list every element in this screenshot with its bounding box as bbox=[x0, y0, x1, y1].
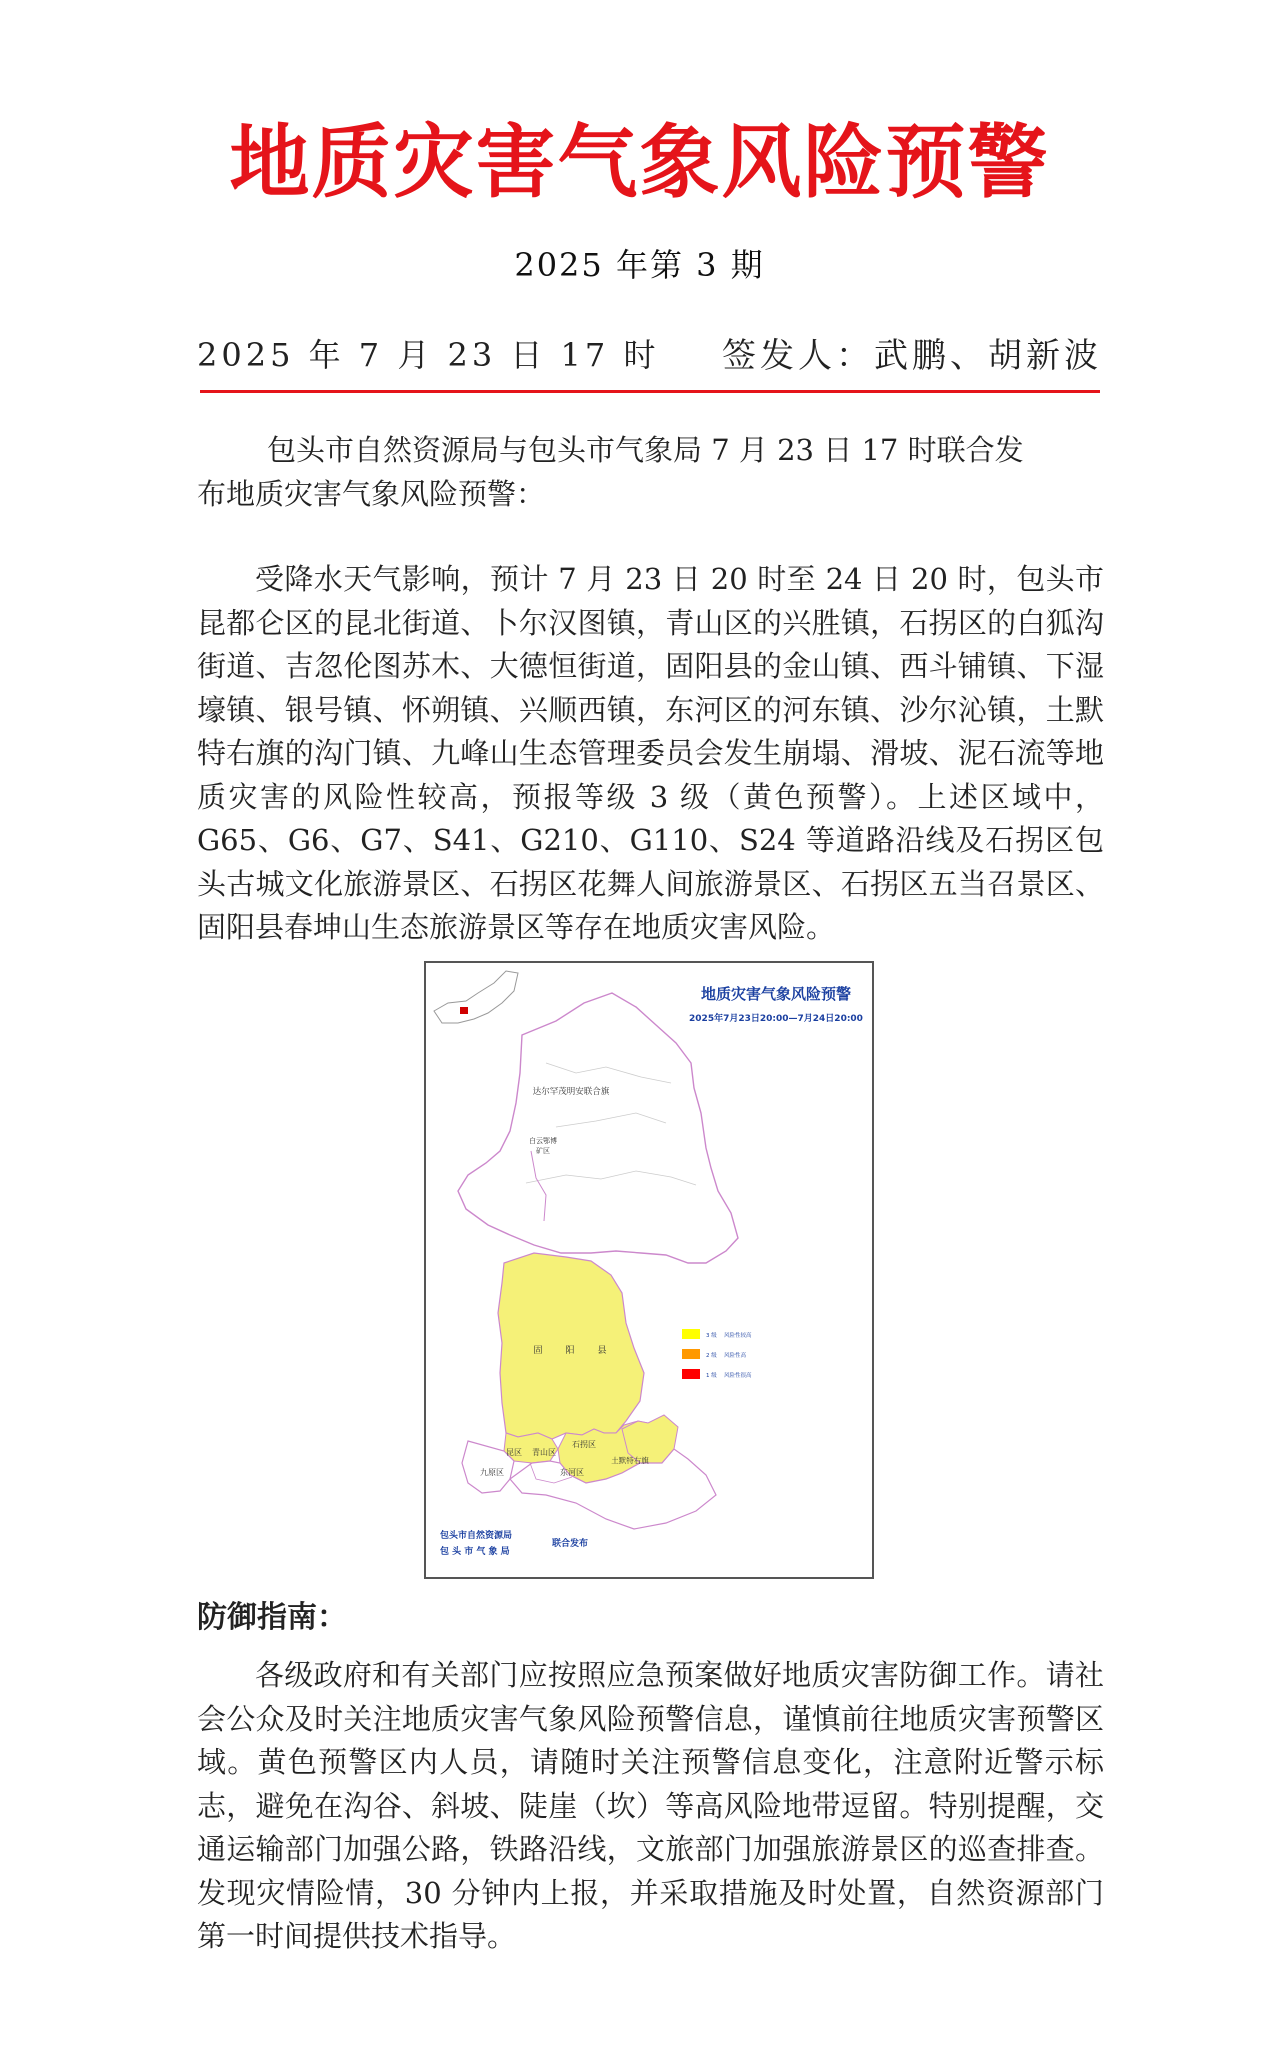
inset-location-marker bbox=[460, 1007, 468, 1014]
label-kundulun: 昆区 bbox=[506, 1448, 522, 1457]
guide-heading: 防御指南： bbox=[197, 1600, 347, 1635]
risk-map bbox=[424, 961, 874, 1579]
legend-swatch-1 bbox=[682, 1369, 700, 1379]
legend-desc-2: 风险性高 bbox=[724, 1353, 747, 1359]
label-guyang-1: 固 bbox=[533, 1346, 543, 1356]
intro-text-part1: 包头市自然资源局与包头市气象局 7 月 23 日 17 时联合发 bbox=[267, 433, 1024, 467]
guide-paragraph: 各级政府和有关部门应按照应急预案做好地质灾害防御工作。请社会公众及时关注地质灾害气象风险预警信息，谨慎前往地质灾害预警区域。黄色预警区内人员，请随时关注预警信息变化，注意附近警示标志，避免在沟谷、斜坡、陡崖（坎）等高风险地带逗留。特别提醒，交通运输部门加强公路，铁路沿线，文旅部门加强旅游景区的巡查排查。发现灾情险情，30 分钟内上报，并采取措施及时处置，自然资源部门第一时间提供技术指导。 bbox=[197, 1658, 1104, 1953]
legend-desc-3: 风险性较高 bbox=[724, 1333, 752, 1339]
label-donghe: 东河区 bbox=[560, 1468, 584, 1477]
legend-desc-1: 风险性很高 bbox=[724, 1373, 752, 1379]
issue-datetime: 2025 年 7 月 23 日 17 时 bbox=[197, 336, 660, 374]
label-tumed: 土默特右旗 bbox=[611, 1456, 649, 1465]
map-publisher-2: 包 头 市 气 象 局 bbox=[440, 1547, 510, 1557]
label-darhan: 达尔罕茂明安联合旗 bbox=[532, 1087, 610, 1097]
legend-swatch-3 bbox=[682, 1329, 700, 1339]
legend-swatch-2 bbox=[682, 1349, 700, 1359]
label-shiguai: 石拐区 bbox=[572, 1440, 596, 1449]
red-divider bbox=[200, 390, 1100, 393]
map-publisher-1: 包头市自然资源局 bbox=[440, 1531, 513, 1541]
map-publisher-suffix: 联合发布 bbox=[552, 1539, 589, 1549]
intro-text-part2: 布地质灾害气象风险预警： bbox=[197, 477, 546, 511]
region-darhan bbox=[458, 993, 738, 1263]
legend-level-1: 1 级 bbox=[706, 1373, 717, 1379]
label-guyang-2: 阳 bbox=[565, 1346, 575, 1356]
legend-level-2: 2 级 bbox=[706, 1353, 717, 1359]
label-baiyun: 白云鄂博 bbox=[529, 1137, 557, 1145]
inset-map bbox=[434, 971, 518, 1023]
forecast-paragraph: 受降水天气影响，预计 7 月 23 日 20 时至 24 日 20 时，包头市昆都仑区的昆北街道、卜尔汉图镇，青山区的兴胜镇，石拐区的白狐沟街道、吉忽伦图苏木、大德恒街道，固阳县的金山镇、西斗铺镇、下湿壕镇、银号镇、怀朔镇、兴顺西镇，东河区的河东镇、沙尔沁镇，土默特右旗的沟门镇、九峰山生态管理委员会发生崩塌、滑坡、泥石流等地质灾害的风险性较高，预报等级 3 级（黄色预警）。上述区域中，G65、G6、G7、S41、G210、G110、S24 等道路沿线及石拐区包头古城文化旅游景区、石拐区花舞人间旅游景区、石拐区五当召景区、固阳县春坤山生态旅游景区等存在地质灾害风险。 bbox=[197, 562, 1104, 944]
label-guyang-3: 县 bbox=[597, 1346, 607, 1356]
risk-map-svg bbox=[426, 963, 872, 1577]
document-title: 地质灾害气象风险预警 bbox=[229, 115, 1050, 209]
map-period: 2025年7月23日20:00—7月24日20:00 bbox=[689, 1014, 863, 1024]
issue-number: 2025 年第 3 期 bbox=[514, 246, 765, 284]
label-jiuyuan: 九原区 bbox=[480, 1468, 504, 1477]
intro-paragraph bbox=[197, 428, 1104, 516]
legend-level-3: 3 级 bbox=[706, 1333, 717, 1339]
map-title: 地质灾害气象风险预警 bbox=[700, 985, 852, 1003]
map-legend bbox=[682, 1329, 752, 1379]
label-baiyun2: 矿区 bbox=[536, 1147, 550, 1155]
label-qingshan: 青山区 bbox=[532, 1448, 556, 1457]
signer: 签发人：武鹏、胡新波 bbox=[722, 336, 1102, 376]
